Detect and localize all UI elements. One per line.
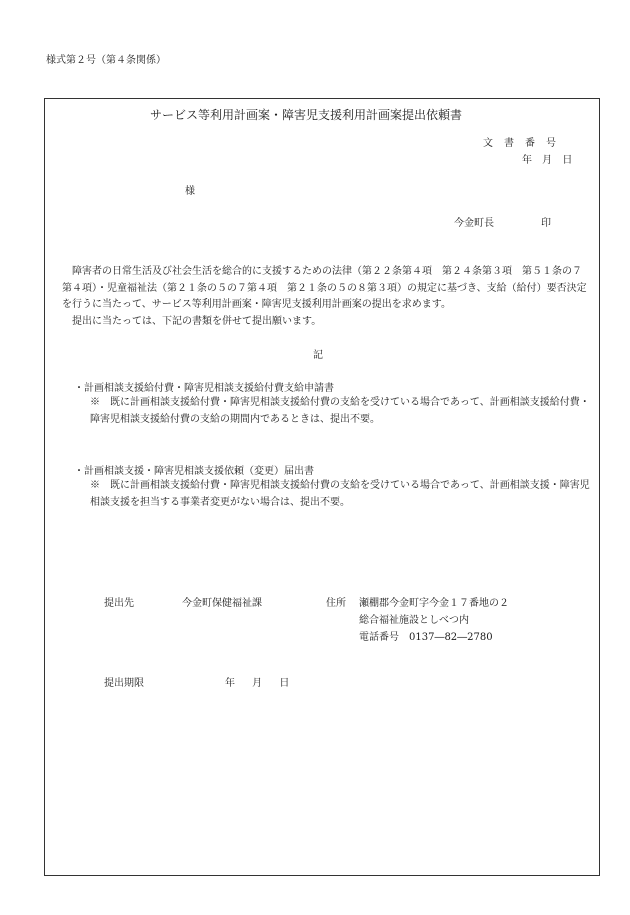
body-paragraph-1 xyxy=(62,264,588,314)
submission-department: 今金町保健福祉課 xyxy=(182,598,262,609)
deadline-date: 年 月 日 xyxy=(225,678,290,689)
form-label: 様式第２号（第４条関係） xyxy=(46,55,166,66)
body-paragraph-1-text: 障害者の日常生活及び社会生活を総合的に支援するための法律（第２２条第４項 第２４条第３項 第５１条の７第４項）・児童福祉法（第２１条の５の７第４項 第２１条の５の８第３項）の規定に基づき、支給（給付）要否決定を行うに当たって、サービス等利用計画案・障害児支援利用計画案の提出を求めます。 xyxy=(62,266,587,310)
body-paragraph-2-text: 提出に当たっては、下記の書類を併せて提出願います。 xyxy=(72,316,322,327)
body-paragraph-2 xyxy=(62,314,588,331)
submission-label: 提出先 xyxy=(104,598,134,609)
list-item-title: ・計画相談支援給付費・障害児相談支援給付費支給申請書 xyxy=(74,383,334,394)
address-line-2: 総合福祉施設としべつ内 xyxy=(359,615,469,626)
address-label: 住所 xyxy=(326,598,346,609)
ki-heading: 記 xyxy=(313,350,323,361)
list-item-note: ※ 既に計画相談支援給付費・障害児相談支援給付費の支給を受けている場合であって、計画相談支援・障害児相談支援を担当する事業者変更がない場合は、提出不要。 xyxy=(90,480,590,508)
list-item-title: ・計画相談支援・障害児相談支援依頼（変更）届出書 xyxy=(74,466,314,477)
deadline-label: 提出期限 xyxy=(104,678,144,689)
phone-number: 電話番号 0137―82―2780 xyxy=(359,632,493,643)
document-number-label: 文書番号 xyxy=(483,138,567,149)
issue-date: 年 月 日 xyxy=(522,155,573,166)
list-item-note: ※ 既に計画相談支援給付費・障害児相談支援給付費の支給を受けている場合であって、計画相談支援給付費・障害児相談支援給付費の支給の期間内であるときは、提出不要。 xyxy=(90,397,590,425)
document-title: サービス等利用計画案・障害児支援利用計画案提出依頼書 xyxy=(150,108,463,122)
address-line-1: 瀬棚郡今金町字今金１７番地の２ xyxy=(359,598,509,609)
addressee: 様 xyxy=(185,186,195,197)
sender: 今金町長 xyxy=(454,218,494,229)
seal-mark: 印 xyxy=(541,218,551,229)
